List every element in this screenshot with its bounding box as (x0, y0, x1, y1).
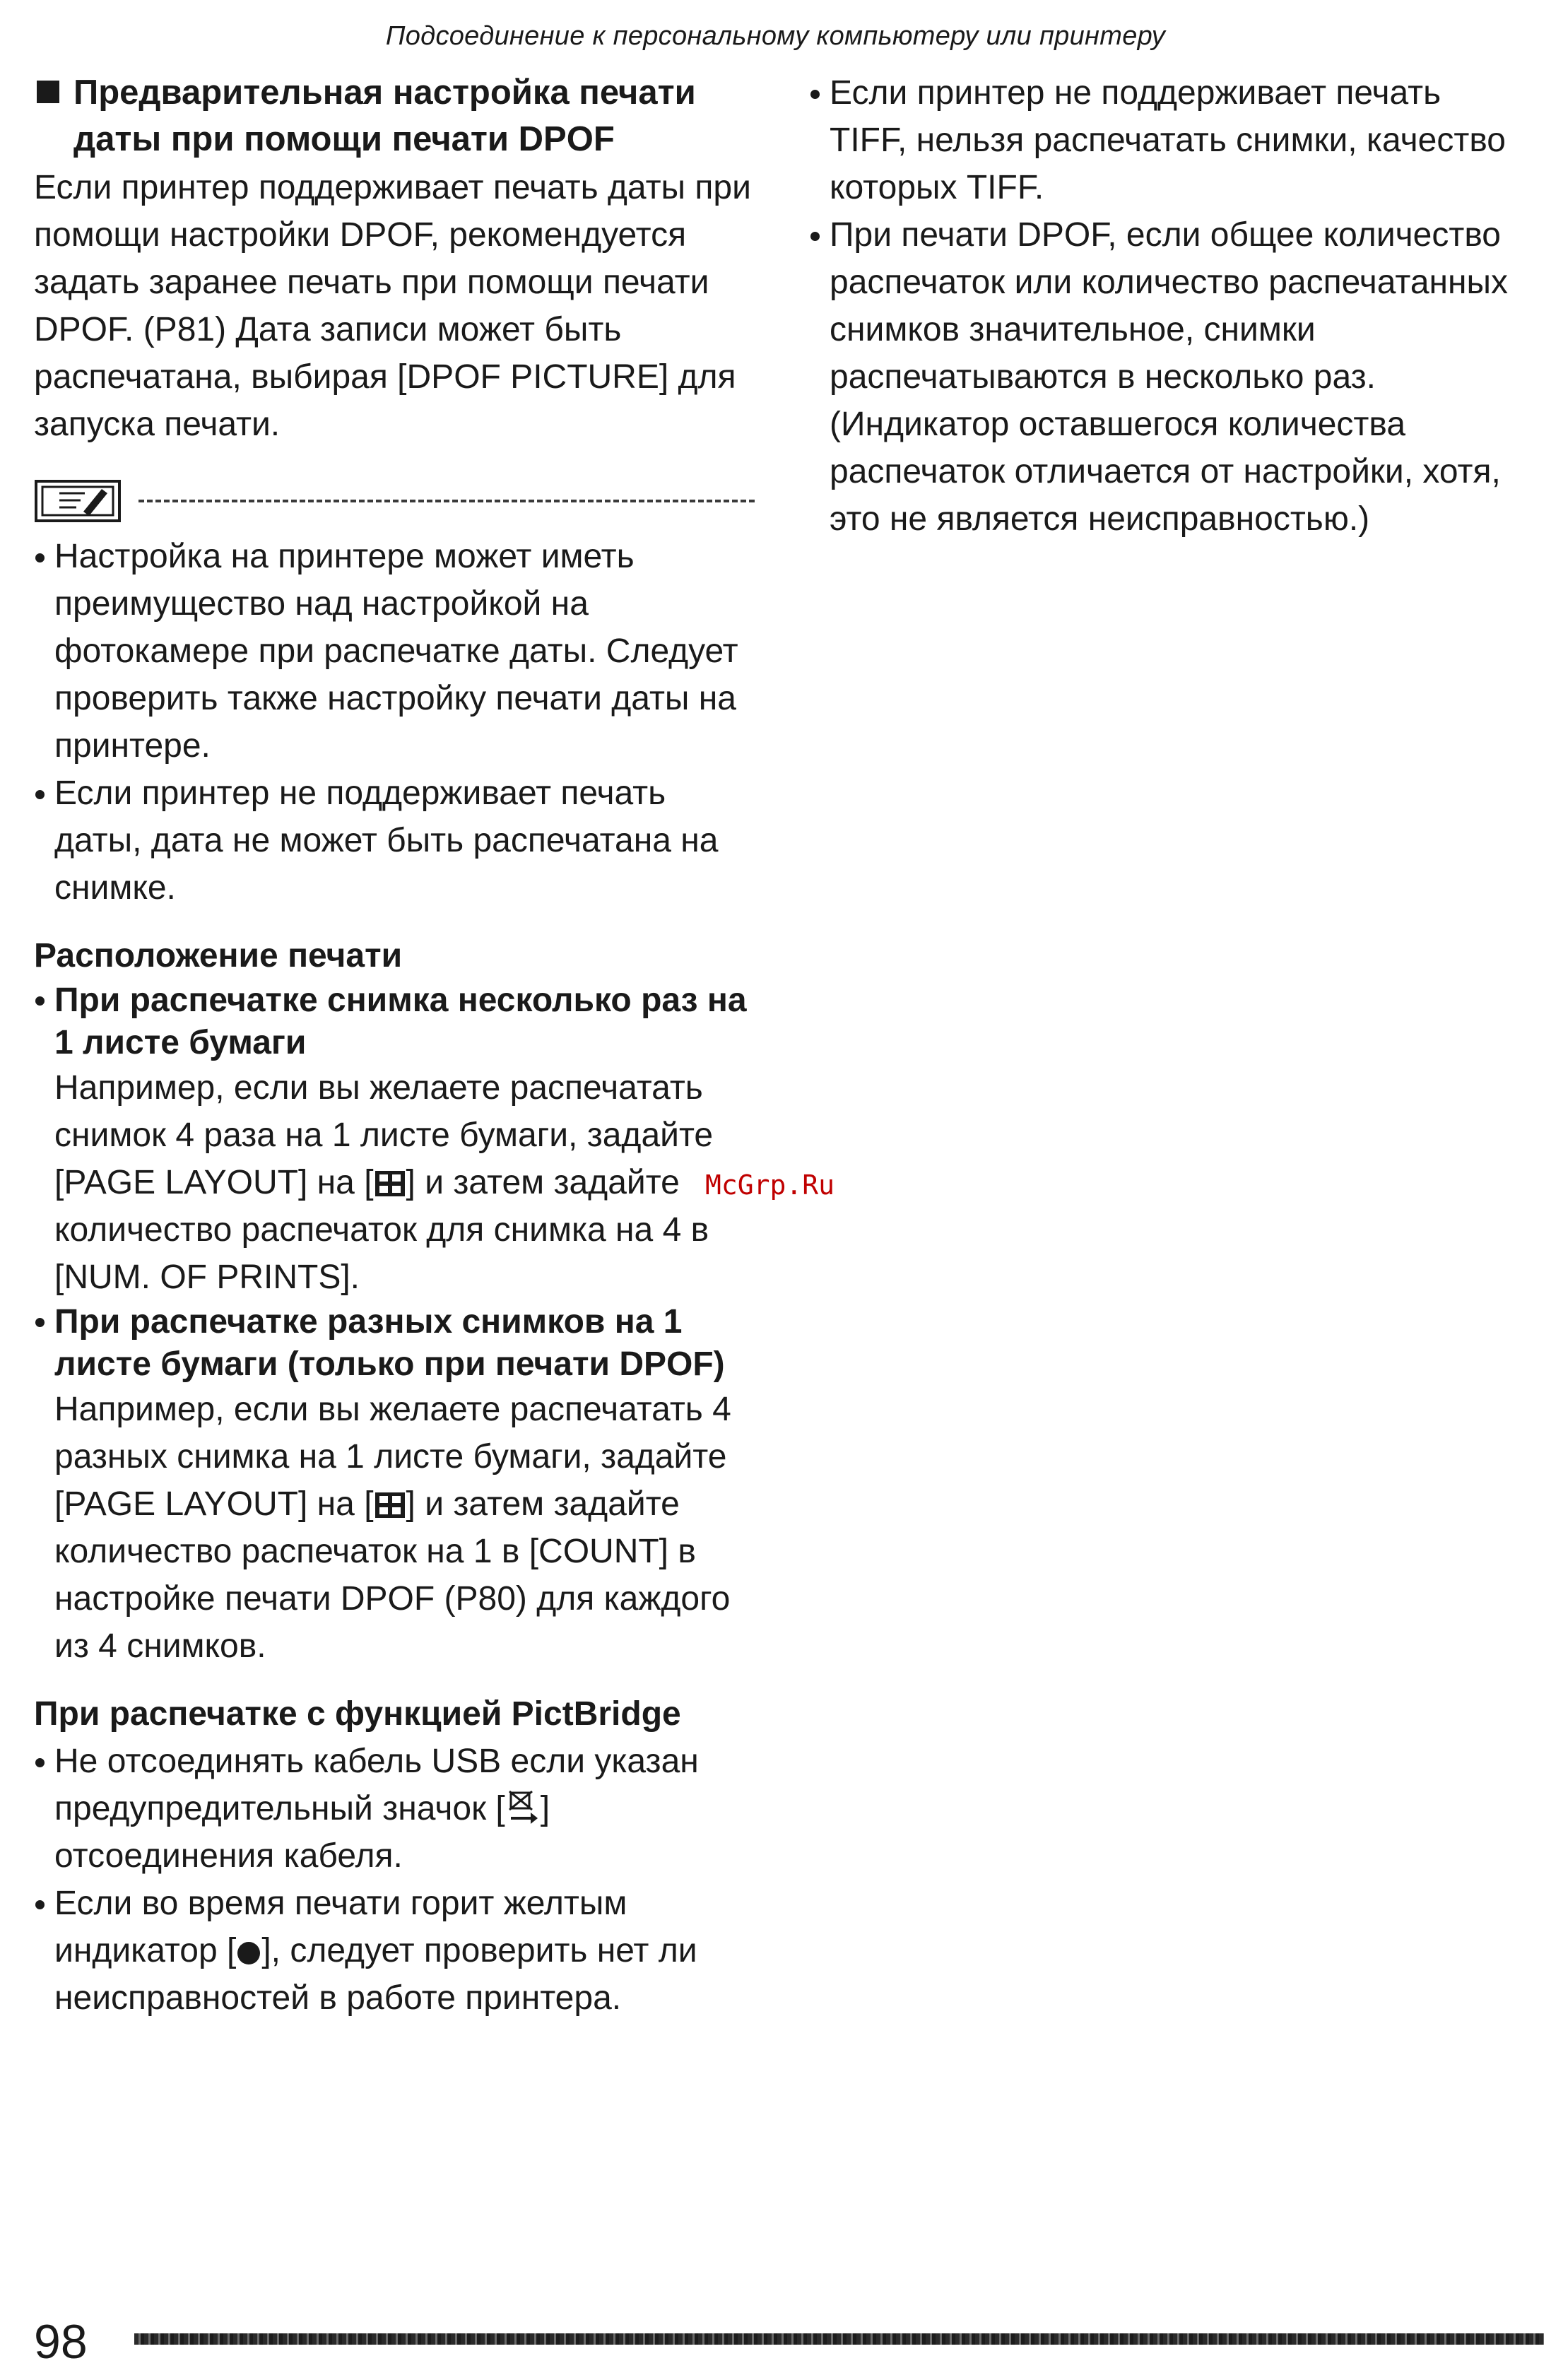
layout-list (34, 979, 762, 1670)
filled-circle-icon (236, 1940, 261, 1966)
layout-item-body: Например, если вы желаете распечатать 4 разных снимка на 1 листе бумаги, задайте [PAGE LAYOUT] на [ ] и затем задайте количество распечаток на 1 в [COUNT] в настройке печати DPOF (P80) для каждого из 4 снимков. (54, 1391, 731, 1665)
pictbridge-list (34, 1738, 762, 2022)
note-item: Настройка на принтере может иметь преимущество над настройкой на фотокамере при распечатке даты. Следует проверить также настройку печати даты на принтере. (34, 533, 762, 770)
four-up-layout-icon (374, 1491, 406, 1519)
layout-heading: Расположение печати (34, 937, 403, 974)
page-number: 98 (34, 2315, 88, 2369)
left-column (34, 69, 762, 2022)
right-note-item: Если принтер не поддерживает печать TIFF, нельзя распечатать снимки, качество которых TIFF. (809, 69, 1523, 211)
section-title-text: Предварительная настройка печати даты при помощи печати DPOF (73, 73, 696, 158)
section-title (34, 69, 762, 163)
note-item: Если принтер не поддерживает печать даты, дата не может быть распечатана на снимке. (34, 770, 762, 912)
pictbridge-item: Не отсоединять кабель USB если указан предупредительный значок [ ] отсоединения кабеля. (34, 1738, 762, 1880)
notes-list (34, 533, 762, 912)
four-up-layout-icon (374, 1170, 406, 1198)
footer-bar (134, 2333, 1544, 2345)
intro-paragraph: Если принтер поддерживает печать даты при помощи настройки DPOF, рекомендуется задать заранее печать при помощи печати DPOF. (P81) Дата записи может быть распечатана, выбирая [DPOF PICTURE] для запуска печати. (34, 169, 751, 443)
layout-item-title: При распечатке снимка несколько раз на 1 листе бумаги (34, 979, 762, 1064)
layout-item-body: Например, если вы желаете распечатать снимок 4 раза на 1 листе бумаги, задайте [PAGE LAYOUT] на [ ] и затем задайте количество распечаток для снимка на 4 в [NUM. OF PRINTS]. (54, 1069, 714, 1296)
layout-item-title: При распечатке разных снимков на 1 листе бумаги (только при печати DPOF) (34, 1301, 762, 1386)
right-notes-list (809, 69, 1523, 543)
note-pencil-icon (34, 479, 122, 523)
note-divider (138, 500, 755, 502)
watermark: McGrp.Ru (705, 1170, 835, 1201)
cable-disconnect-warning-icon (505, 1789, 541, 1824)
note-header (34, 476, 762, 526)
page-header: Подсоединение к персональному компьютеру или принтеру (385, 21, 1166, 51)
right-note-item: При печати DPOF, если общее количество распечаток или количество распечатанных снимков значительное, снимки распечатываются в несколько раз. (Индикатор оставшегося количества распечаток отличается от настройки, хотя, это не является неисправностью.) (809, 211, 1523, 543)
square-bullet-icon (37, 81, 59, 103)
pictbridge-item: Если во время печати горит желтым индикатор [ ], следует проверить нет ли неисправностей в работе принтера. (34, 1880, 762, 2022)
pictbridge-heading: При распечатке с функцией PictBridge (34, 1695, 681, 1733)
right-column (809, 69, 1523, 543)
